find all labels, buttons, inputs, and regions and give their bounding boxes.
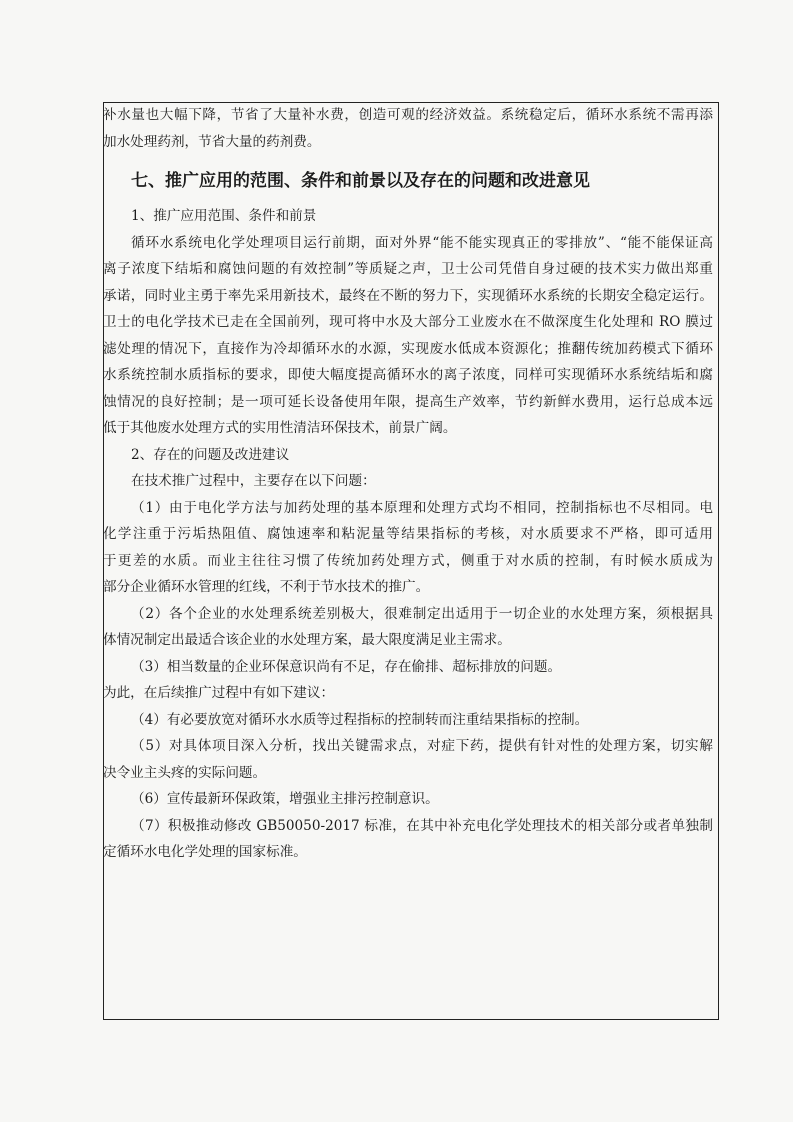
section-heading: 七、推广应用的范围、条件和前景以及存在的问题和改进意见 xyxy=(131,171,590,191)
part2-subtitle: 2、存在的问题及改进建议 xyxy=(131,446,290,463)
part2-intro: 在技术推广过程中，主要存在以下问题： xyxy=(131,473,376,489)
item-3: （3）相当数量的企业环保意识尚有不足，存在偷排、超标排放的问题。 xyxy=(131,658,562,675)
item-1-line: 化学注重于污垢热阻值、腐蚀速率和粘泥量等结果指标的考核，对水质要求不严格，即可适用 xyxy=(103,526,713,542)
part1-line: 低于其他废水处理方式的实用性清洁环保技术，前景广阔。 xyxy=(103,420,457,436)
item-1-line: （1）由于电化学方法与加药处理的基本原理和处理方式均不相同，控制指标也不尽相同。电 xyxy=(131,499,713,516)
intro-line: 加水处理药剂，节省大量的药剂费。 xyxy=(103,133,321,150)
item-2-line: 体情况制定出最适合该企业的水处理方案，最大限度满足业主需求。 xyxy=(103,632,511,648)
part1-line: 水系统控制水质指标的要求，即使大幅度提高循环水的离子浓度，同样可实现循环水系统结垢和腐 xyxy=(103,367,713,383)
item-6: （6）宣传最新环保政策，增强业主排污控制意识。 xyxy=(131,791,439,807)
suggest-intro: 为此，在后续推广过程中有如下建议： xyxy=(103,685,335,701)
intro-line: 补水量也大幅下降，节省了大量补水费，创造可观的经济效益。系统稳定后，循环水系统不需再添 xyxy=(103,107,713,123)
item-7-line: 定循环水电化学处理的国家标准。 xyxy=(103,844,307,860)
part1-line: 离子浓度下结垢和腐蚀问题的有效控制”等质疑之声，卫士公司凭借自身过硬的技术实力做出郑重 xyxy=(103,261,713,277)
item-4: （4）有必要放宽对循环水水质等过程指标的控制转而注重结果指标的控制。 xyxy=(131,711,589,728)
item-5-line: 决令业主头疼的实际问题。 xyxy=(103,764,267,781)
part1-line: 卫士的电化学技术已走在全国前列，现可将中水及大部分工业废水在不做深度生化处理和 RO 膜过 xyxy=(103,314,713,330)
item-2-line: （2）各个企业的水处理系统差别极大，很难制定出适用于一切企业的水处理方案，须根据具 xyxy=(131,605,713,622)
item-1-line: 部分企业循环水管理的红线，不利于节水技术的推广。 xyxy=(103,579,430,595)
part1-line: 循环水系统电化学处理项目运行前期，面对外界“能不能实现真正的零排放”、“能不能保证高 xyxy=(131,234,713,251)
item-1-line: 于更差的水质。而业主往往习惯了传统加药处理方式，侧重于对水质的控制，有时候水质成为 xyxy=(103,552,713,569)
document-body xyxy=(103,102,719,866)
part1-subtitle: 1、推广应用范围、条件和前景 xyxy=(131,208,317,224)
item-5-line: （5）对具体项目深入分析，找出关键需求点，对症下药，提供有针对性的处理方案，切实解 xyxy=(131,738,713,754)
part1-line: 承诺，同时业主勇于率先采用新技术，最终在不断的努力下，实现循环水系统的长期安全稳定运行。 xyxy=(103,287,713,304)
part1-line: 滤处理的情况下，直接作为冷却循环水的水源，实现废水低成本资源化；推翻传统加药模式下循环 xyxy=(103,340,713,357)
item-7-line: （7）积极推动修改 GB50050-2017 标准，在其中补充电化学处理技术的相关部分或者单独制 xyxy=(131,817,713,834)
part1-line: 蚀情况的良好控制；是一项可延长设备使用年限，提高生产效率，节约新鲜水费用，运行总成本远 xyxy=(103,393,713,410)
